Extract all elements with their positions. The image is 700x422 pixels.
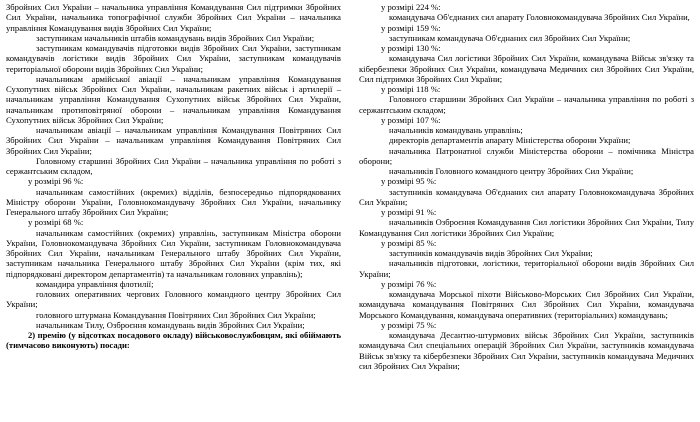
paragraph: директорів департаментів апарату Міністерства оборони України; [389,135,631,146]
paragraph: Головному старшині Збройних Сил України – начальника управління по роботі з сержантським складом, [6,155,341,176]
paragraph: начальників командувань управлінь; [389,125,523,135]
paragraph: заступникам командувачів підготовки видів Збройних Сил України, заступникам командувачів логістики видів Збройних Сил України, заступникам командувачів територіальної оборони видів Збройних Сил України; [6,43,341,74]
paragraph: у розмірі 224 %: [381,2,441,12]
paragraph: начальникам авіації – начальникам управління Командування Повітряних Сил Збройних Сил України – начальникам управління Командування Повітряних Сил Збройних Сил України; [6,125,341,156]
paragraph: начальників Озброєння Командування Сил логістики Збройних Сил України, Тилу Командування Сил логістики Збройних Сил України; [359,217,694,238]
paragraph: у розмірі 85 %: [381,237,437,248]
paragraph: у розмірі 118 %: [381,84,441,94]
paragraph: заступникам начальників штабів командувань видів Збройних Сил України; [36,32,315,43]
paragraph: заступникам командувача Об'єднаних сил Збройних Сил України; [389,32,631,43]
paragraph: заступників командувачів видів Збройних Сил України; [389,248,593,258]
paragraph: у розмірі 91 %: [381,207,437,217]
left-column [6,2,350,420]
paragraph: у розмірі 68 %: [28,217,84,228]
paragraph: командира управління флотилії; [36,278,154,289]
paragraph: командувача Морської піхоти Військово-Морських Сил Збройних Сил України, командувача командування Повітряних Сил Збройних Сил України, командувача Морського Командування, командувача оперативних (територіальних) командувань; [359,289,694,320]
paragraph: заступників командувача Об'єднаних сил апарату Головнокомандувача Збройних Сил України; [359,186,694,207]
paragraph: начальникам армійської авіації – начальникам управління Командування Сухопутних військ Збройних Сил України, начальникам ракетних військ і артилерії – начальникам управління Командування Сухопутних військ Збройних Сил України, начальникам протиповітряної оборони – начальникам управління Командування Сухопутних військ Збройних Сил України; [6,73,341,125]
paragraph: у розмірі 107 %: [381,114,441,125]
paragraph: начальникам самостійних (окремих) відділів, безпосередньо підпорядкованих Міністру оборони України, Головнокомандувачу Збройних Сил України, начальнику Генерального штабу Збройних Сил України; [6,186,341,217]
paragraph: головного штурмана Командування Повітряних Сил Збройних Сил України; [36,309,316,320]
paragraph: у розмірі 75 %: [381,319,437,330]
paragraph: у розмірі 159 %: [381,22,441,33]
paragraph: начальників Головного командного центру Збройних Сил України; [389,166,634,176]
two-column-layout [6,2,694,420]
paragraph: командувача Сил логістики Збройних Сил України, командувача Військ зв'язку та кібербезпеки Збройних Сил України, командувача Медичних сил Збройних Сил України, Сил підтримки Збройних Сил України; [359,53,694,84]
paragraph: начальникам самостійних (окремих) управлінь, заступникам Міністра оборони України, Головнокомандувача Збройних Сил України, заступникам Головнокомандувача Збройних Сил України, начальникам Генерального штабу Збройних Сил України, заступникам начальника Генерального штабу Збройних Сил України (крім тих, які підпорядковані директором департаментів) та начальникам головних управлінь); [6,227,341,279]
paragraph-bold: 2) премію (у відсотках посадового окладу) військовослужбовцям, які обіймають (тимчасово виконують) посади: [6,330,341,351]
paragraph: у розмірі 76 %: [381,278,437,289]
paragraph: начальників підготовки, логістики, територіальної оборони видів Збройних Сил України; [359,258,694,279]
paragraph: начальника Патронатної служби Міністерства оборони – помічника Міністра оборони; [359,145,694,166]
paragraph: начальникам Тилу, Озброєння командувань видів Збройних Сил України; [36,319,305,330]
paragraph: у розмірі 130 %: [381,43,441,53]
paragraph: Збройних Сил України – начальника управління Командування Сил підтримки Збройних Сил України, начальника топографічної служби Збройних Сил України – начальника управління Командування видів Збройних Сил України; [6,2,341,33]
right-column [350,2,694,420]
paragraph: у розмірі 95 %: [381,176,437,187]
paragraph: командувача Об'єднаних сил апарату Головнокомандувача Збройних Сил України, [389,12,690,23]
paragraph: у розмірі 96 %: [28,176,84,187]
paragraph: командувача Десантно-штурмових військ Збройних Сил України, заступників командувача Сил спеціальних операцій Збройних Сил України, заступників командувача Військ зв'язку та кібербезпеки Збройних Сил України, заступників командувача Медичних сил Збройних Сил України; [359,330,694,371]
paragraph: головних оперативних чергових Головного командного центру Збройних Сил України; [6,289,341,310]
paragraph: Головного старшини Збройних Сил України – начальника управління по роботі з сержантським складом; [359,94,694,115]
